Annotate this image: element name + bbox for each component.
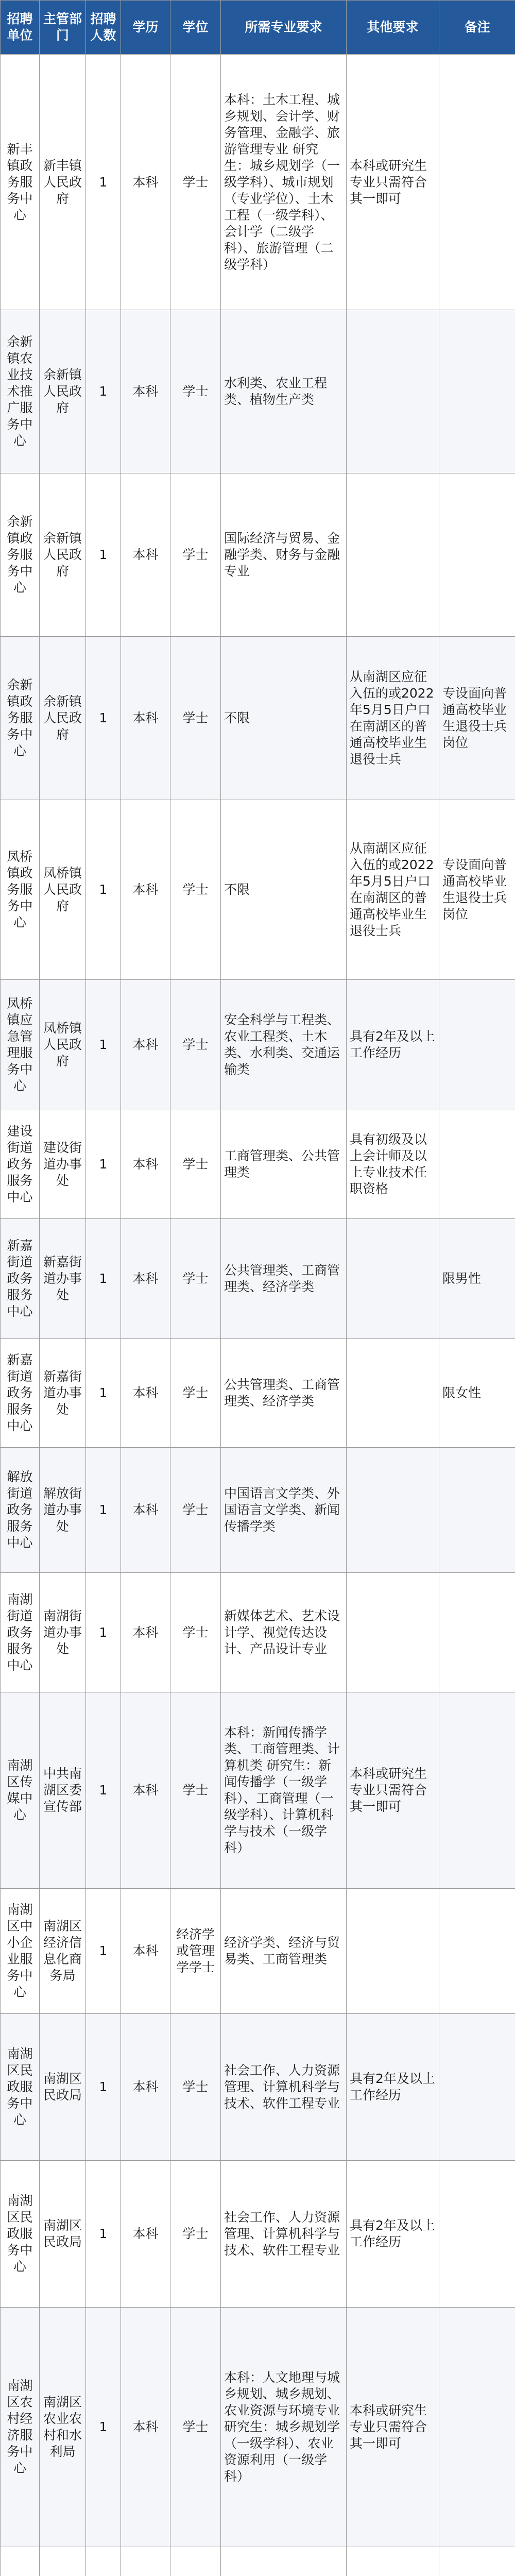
cell-count: 1 [86,310,121,473]
table-row [1,637,515,800]
cell-major: 本科：土木工程、城乡规划、会计学、财务管理、金融学、旅游管理专业 研究生：城乡规划学（一级学科）、城市规划（专业学位）、土木工程（一级学科）、会计学（二级学科）、旅游管理（二级学科） [221,55,347,310]
table-row [1,1338,515,1447]
cell-other: 具有初级及以上会计师及以上专业技术任职资格 [347,1110,439,1219]
cell-remark [439,55,515,310]
cell-dept: 建设街道办事处 [40,1110,86,1219]
cell-degree: 学士 [170,310,221,473]
cell-count: 1 [86,1110,121,1219]
cell-unit [1,2547,40,2576]
cell-unit: 凤桥镇应急管理服务中心 [1,979,40,1110]
cell-unit: 南湖区农村经济服务中心 [1,2307,40,2547]
cell-major: 社会工作、人力资源管理、计算机科学与技术、软件工程专业 [221,2013,347,2160]
cell-remark [439,310,515,473]
cell-other [347,1448,439,1573]
cell-education: 本科 [121,1110,170,1219]
cell-count: 1 [86,2307,121,2547]
cell-major: 工商管理类、公共管理类 [221,1110,347,1219]
cell-degree: 经济学或管理学学士 [170,1888,221,2013]
cell-degree: 学士 [170,1572,221,1692]
cell-count: 1 [86,55,121,310]
cell-dept: 余新镇人民政府 [40,310,86,473]
cell-count: 1 [86,1448,121,1573]
cell-other [347,1572,439,1692]
cell-degree: 学士 [170,1448,221,1573]
cell-education [121,2547,170,2576]
cell-remark [439,1692,515,1888]
cell-dept [40,2547,86,2576]
cell-major: 不限 [221,800,347,980]
cell-education: 本科 [121,1888,170,2013]
cell-other [347,1219,439,1338]
cell-count: 1 [86,637,121,800]
cell-other: 本科或研究生专业只需符合其一即可 [347,2307,439,2547]
header-degree: 学位 [170,1,221,55]
cell-major: 公共管理类、工商管理类、经济学类 [221,1219,347,1338]
cell-other [347,1888,439,2013]
cell-other: 从南湖区应征入伍的或2022年5月5日户口在南湖区的普通高校毕业生退役士兵 [347,800,439,980]
cell-other: 本科或研究生专业只需符合其一即可 [347,1692,439,1888]
cell-major: 新媒体艺术、艺术设计学、视觉传达设计、产品设计专业 [221,1572,347,1692]
cell-other: 具有2年及以上工作经历 [347,979,439,1110]
cell-remark [439,1110,515,1219]
header-education: 学历 [121,1,170,55]
cell-remark [439,2013,515,2160]
cell-major: 水利类、农业工程类、植物生产类 [221,310,347,473]
cell-education: 本科 [121,637,170,800]
cell-remark: 专设面向普通高校毕业生退役士兵岗位 [439,637,515,800]
cell-count: 1 [86,1219,121,1338]
cell-unit: 新丰镇政务服务中心 [1,55,40,310]
cell-dept: 南湖区民政局 [40,2160,86,2307]
cell-count: 1 [86,1888,121,2013]
cell-other [347,2547,439,2576]
cell-count: 1 [86,1572,121,1692]
cell-unit: 建设街道政务服务中心 [1,1110,40,1219]
cell-education: 本科 [121,2307,170,2547]
cell-unit: 南湖区民政服务中心 [1,2160,40,2307]
cell-unit: 新嘉街道政务服务中心 [1,1219,40,1338]
cell-degree: 学士 [170,637,221,800]
cell-major: 经济学类、经济与贸易类、工商管理类 [221,1888,347,2013]
cell-major: 公共管理类、工商管理类、经济学类 [221,1338,347,1447]
header-other: 其他要求 [347,1,439,55]
cell-dept: 南湖区农业农村和水利局 [40,2307,86,2547]
header-count: 招聘人数 [86,1,121,55]
cell-other [347,310,439,473]
cell-unit: 南湖区民政服务中心 [1,2013,40,2160]
cell-other: 具有2年及以上工作经历 [347,2160,439,2307]
cell-dept: 南湖区民政局 [40,2013,86,2160]
cell-degree: 学士 [170,55,221,310]
cell-count: 1 [86,1338,121,1447]
cell-other: 本科或研究生专业只需符合其一即可 [347,55,439,310]
cell-unit: 南湖街道政务服务中心 [1,1572,40,1692]
cell-degree: 学士 [170,473,221,637]
cell-unit: 凤桥镇政务服务中心 [1,800,40,980]
cell-remark: 限女性 [439,1338,515,1447]
cell-other [347,1338,439,1447]
table-row [1,1888,515,2013]
cell-education: 本科 [121,1692,170,1888]
header-unit: 招聘单位 [1,1,40,55]
cell-major [221,2547,347,2576]
cell-degree: 学士 [170,2307,221,2547]
cell-degree: 学士 [170,1219,221,1338]
table-row [1,1110,515,1219]
cell-unit: 余新镇政务服务中心 [1,473,40,637]
cell-unit: 余新镇政务服务中心 [1,637,40,800]
cell-unit: 解放街道政务服务中心 [1,1448,40,1573]
table-row [1,2307,515,2547]
cell-major: 本科：人文地理与城乡规划、城乡规划、农业资源与环境专业 研究生：城乡规划学（一级学科）、农业资源利用（一级学科） [221,2307,347,2547]
cell-degree: 学士 [170,2013,221,2160]
header-remark: 备注 [439,1,515,55]
cell-unit: 南湖区中小企业服务中心 [1,1888,40,2013]
cell-dept: 新嘉街道办事处 [40,1219,86,1338]
cell-remark [439,2307,515,2547]
cell-count: 1 [86,473,121,637]
table-row [1,2160,515,2307]
cell-dept: 南湖区经济信息化商务局 [40,1888,86,2013]
cell-count: 1 [86,2013,121,2160]
cell-remark [439,2160,515,2307]
table-row [1,1692,515,1888]
table-row [1,55,515,310]
cell-education: 本科 [121,1572,170,1692]
cell-education: 本科 [121,1219,170,1338]
cell-remark [439,2547,515,2576]
cell-education: 本科 [121,55,170,310]
cell-education: 本科 [121,979,170,1110]
cell-education: 本科 [121,2160,170,2307]
cell-major: 国际经济与贸易、金融学类、财务与金融专业 [221,473,347,637]
cell-count [86,2547,121,2576]
cell-dept: 余新镇人民政府 [40,637,86,800]
cell-education: 本科 [121,473,170,637]
cell-degree: 学士 [170,1110,221,1219]
table-body [1,55,515,2576]
cell-degree: 学士 [170,800,221,980]
cell-dept: 凤桥镇人民政府 [40,800,86,980]
cell-dept: 解放街道办事处 [40,1448,86,1573]
cell-dept: 凤桥镇人民政府 [40,979,86,1110]
cell-remark: 专设面向普通高校毕业生退役士兵岗位 [439,800,515,980]
cell-degree: 学士 [170,1338,221,1447]
table-row [1,1448,515,1573]
table-row [1,800,515,980]
cell-dept: 中共南湖区委宣传部 [40,1692,86,1888]
table-row [1,1219,515,1338]
cell-dept: 余新镇人民政府 [40,473,86,637]
cell-remark: 限男性 [439,1219,515,1338]
cell-dept: 南湖街道办事处 [40,1572,86,1692]
header-dept: 主管部门 [40,1,86,55]
cell-major: 社会工作、人力资源管理、计算机科学与技术、软件工程专业 [221,2160,347,2307]
table-row [1,310,515,473]
cell-remark [439,473,515,637]
cell-degree: 学士 [170,979,221,1110]
cell-unit: 南湖区传媒中心 [1,1692,40,1888]
cell-dept: 新丰镇人民政府 [40,55,86,310]
table-header-row [1,1,515,55]
cell-major: 安全科学与工程类、农业工程类、土木类、水利类、交通运输类 [221,979,347,1110]
cell-unit: 余新镇农业技术推广服务中心 [1,310,40,473]
cell-other: 具有2年及以上工作经历 [347,2013,439,2160]
table-row [1,473,515,637]
cell-education: 本科 [121,310,170,473]
cell-remark [439,979,515,1110]
cell-count: 1 [86,1692,121,1888]
cell-degree [170,2547,221,2576]
cell-other [347,473,439,637]
cell-other: 从南湖区应征入伍的或2022年5月5日户口在南湖区的普通高校毕业生退役士兵 [347,637,439,800]
table-row [1,2547,515,2576]
header-major: 所需专业要求 [221,1,347,55]
cell-education: 本科 [121,800,170,980]
cell-major: 不限 [221,637,347,800]
cell-count: 1 [86,2160,121,2307]
cell-education: 本科 [121,1448,170,1573]
cell-remark [439,1888,515,2013]
cell-remark [439,1448,515,1573]
cell-unit: 新嘉街道政务服务中心 [1,1338,40,1447]
table-row [1,1572,515,1692]
cell-count: 1 [86,800,121,980]
cell-education: 本科 [121,1338,170,1447]
cell-dept: 新嘉街道办事处 [40,1338,86,1447]
cell-degree: 学士 [170,2160,221,2307]
cell-major: 中国语言文学类、外国语言文学类、新闻传播学类 [221,1448,347,1573]
cell-remark [439,1572,515,1692]
table-row [1,2013,515,2160]
cell-count: 1 [86,979,121,1110]
cell-education: 本科 [121,2013,170,2160]
table-row [1,979,515,1110]
cell-major: 本科：新闻传播学类、工商管理类、计算机类 研究生：新闻传播学（一级学科）、工商管理（一级学科）、计算机科学与技术（一级学科） [221,1692,347,1888]
cell-degree: 学士 [170,1692,221,1888]
